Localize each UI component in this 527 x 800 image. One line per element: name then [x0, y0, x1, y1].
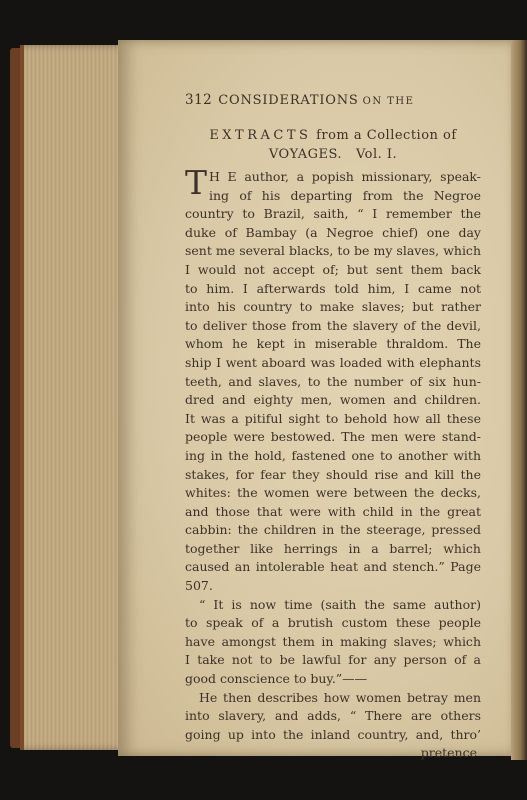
- text-line: to speak of a brutish custom these people: [185, 615, 481, 631]
- page-text: [185, 92, 481, 763]
- text-line: whom he kept in miserable thraldom. The: [185, 336, 481, 352]
- text-line: sent me several blacks, to be my slaves, which: [185, 243, 481, 259]
- text-line: country to Brazil, saith, “ I remember the: [185, 206, 481, 222]
- text-line: to deliver those from the slavery of the devil,: [185, 317, 481, 333]
- paragraph-1: [185, 163, 481, 596]
- text-line: 507.: [185, 578, 213, 594]
- text-line: into his country to make slaves; but rather: [185, 299, 481, 315]
- page-edges: [20, 45, 134, 750]
- text-line: and those that were with child in the great: [185, 503, 481, 519]
- drop-cap: T: [185, 163, 208, 202]
- text-line: cabbin: the children in the steerage, pressed: [185, 522, 481, 538]
- running-title-small: ON THE: [362, 96, 415, 107]
- text-line: into slavery, and adds, “ There are others: [185, 708, 481, 724]
- text-line: caused an intolerable heat and stench.” Page: [185, 559, 481, 575]
- text-line: ship I went aboard was loaded with elephants: [185, 354, 481, 370]
- text-line: ing of his departing from the Negroe: [209, 187, 481, 203]
- text-line: I would not accept of; but sent them back: [185, 261, 481, 277]
- catchword: pretence: [420, 745, 477, 761]
- text-line: duke of Bambay (a Negroe chief) one day: [185, 224, 481, 240]
- text-line: good conscience to buy.”——: [185, 671, 368, 687]
- text-line: ing in the hold, fastened one to another with: [185, 447, 481, 463]
- text-line: He then describes how women betray men: [199, 689, 481, 705]
- page-number: 312: [185, 92, 213, 108]
- text-line: stakes, for fear they should rise and kill the: [185, 466, 481, 482]
- text-line: whites: the women were between the decks,: [185, 485, 481, 501]
- text-line: dred and eighty men, women and children.: [185, 392, 481, 408]
- text-line: have amongst them in making slaves; which: [185, 633, 481, 649]
- right-page-edge: [511, 40, 527, 760]
- section-heading: [185, 126, 481, 164]
- text-line: H E author, a popish missionary, speak-: [209, 169, 481, 184]
- text-line: people were bestowed. The men were stand-: [185, 429, 481, 445]
- text-line: teeth, and slaves, to the number of six hun-: [185, 373, 481, 389]
- paragraph-2: [185, 596, 481, 689]
- text-line: I take not to be lawful for any person of a: [185, 652, 481, 668]
- heading-caps: EXTRACTS: [209, 128, 312, 143]
- heading-line2: VOYAGES. Vol. I.: [268, 147, 398, 162]
- text-line: to him. I afterwards told him, I came not: [185, 280, 481, 296]
- text-line: going up into the inland country, and, thro’: [185, 726, 481, 742]
- running-title: CONSIDERATIONS: [218, 93, 359, 108]
- text-line: “ It is now time (saith the same author): [199, 596, 481, 612]
- text-line: It was a pitiful sight to behold how all these: [185, 410, 481, 426]
- text-line: together like herrings in a barrel; which: [185, 540, 481, 556]
- heading-rest: from a Collection of: [316, 128, 457, 143]
- running-head: [185, 92, 481, 108]
- paragraph-3: [185, 689, 481, 745]
